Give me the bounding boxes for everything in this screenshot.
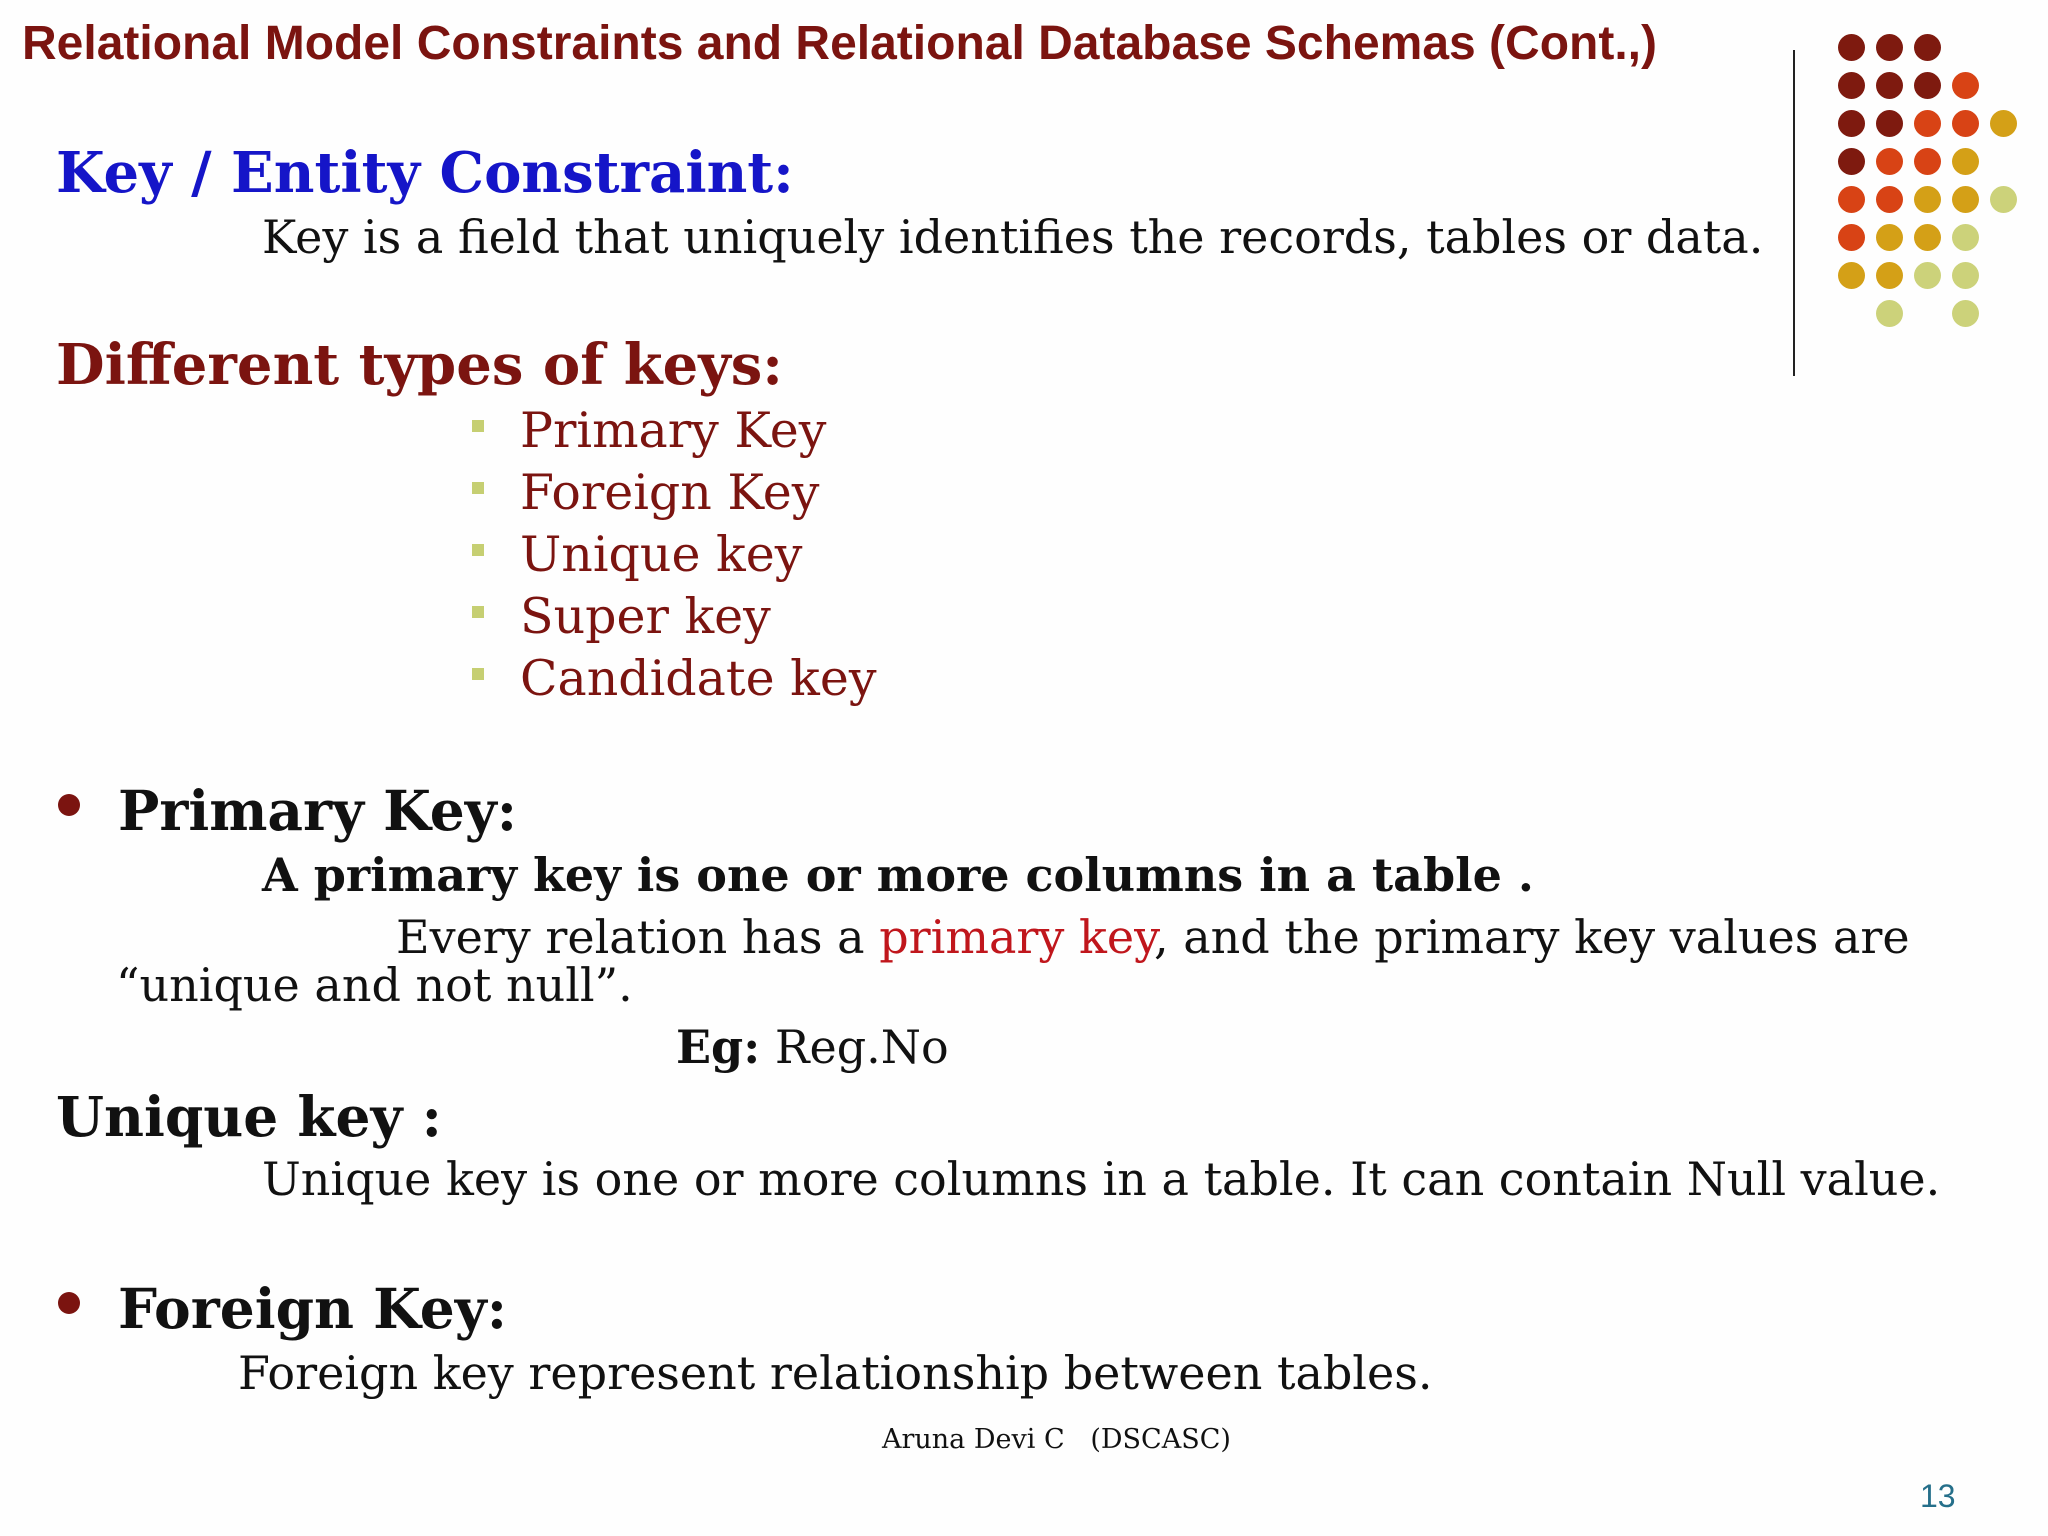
unique-key-definition: Unique key is one or more columns in a table. It can contain Null value. [262,1152,1941,1206]
dot [1876,262,1903,289]
dot [1838,186,1865,213]
list-item: Candidate key [520,650,877,707]
key-entity-definition: Key is a field that uniquely identifies the records, tables or data. [262,210,1764,264]
example-label: Eg: [676,1020,761,1074]
dot [1914,186,1941,213]
square-bullet-icon [472,544,484,556]
dot [1876,72,1903,99]
foreign-key-definition: Foreign key represent relationship between tables. [238,1346,1433,1400]
dot [1990,186,2017,213]
dot [1876,110,1903,137]
dot [1876,224,1903,251]
primary-key-line1-suffix: , and the primary key values are [1153,910,1910,964]
list-item: Foreign Key [520,464,820,521]
primary-key-line1 [396,910,1910,964]
square-bullet-icon [472,606,484,618]
dot [1914,72,1941,99]
dot [1838,262,1865,289]
dot [1876,300,1903,327]
primary-key-line2: “unique and not null”. [116,958,633,1012]
title-divider-line [1793,50,1795,376]
list-item: Super key [520,588,771,645]
dot [1952,186,1979,213]
dot [1952,72,1979,99]
round-bullet-icon [58,794,80,816]
example-value: Reg.No [760,1020,949,1074]
list-item: Primary Key [520,402,827,459]
unique-key-heading: Unique key : [56,1084,442,1149]
primary-key-heading: Primary Key: [118,778,517,843]
dot [1838,110,1865,137]
dot [1990,110,2017,137]
dot [1876,34,1903,61]
dot [1914,34,1941,61]
dot [1914,224,1941,251]
square-bullet-icon [472,668,484,680]
page-number: 13 [1920,1478,1956,1514]
primary-key-definition: A primary key is one or more columns in a table . [262,848,1534,902]
key-entity-heading: Key / Entity Constraint: [56,140,794,206]
square-bullet-icon [472,420,484,432]
footer-author: Aruna Devi C (DSCASC) [882,1424,1231,1455]
dot [1838,34,1865,61]
dot [1952,300,1979,327]
slide-title: Relational Model Constraints and Relational Database Schemas (Cont.,) [22,17,1657,70]
square-bullet-icon [472,482,484,494]
dot [1876,186,1903,213]
primary-key-highlight: primary key [879,910,1154,964]
dot [1914,262,1941,289]
key-types-heading: Different types of keys: [56,332,783,398]
dot [1914,110,1941,137]
dot [1952,224,1979,251]
dot [1914,148,1941,175]
dot [1952,110,1979,137]
primary-key-line1-prefix: Every relation has a [396,910,880,964]
dot [1952,148,1979,175]
dot [1838,72,1865,99]
dot [1838,224,1865,251]
primary-key-example [676,1020,949,1074]
round-bullet-icon [58,1292,80,1314]
dot [1952,262,1979,289]
dot [1838,148,1865,175]
foreign-key-heading: Foreign Key: [118,1276,508,1341]
list-item: Unique key [520,526,803,583]
dot [1876,148,1903,175]
